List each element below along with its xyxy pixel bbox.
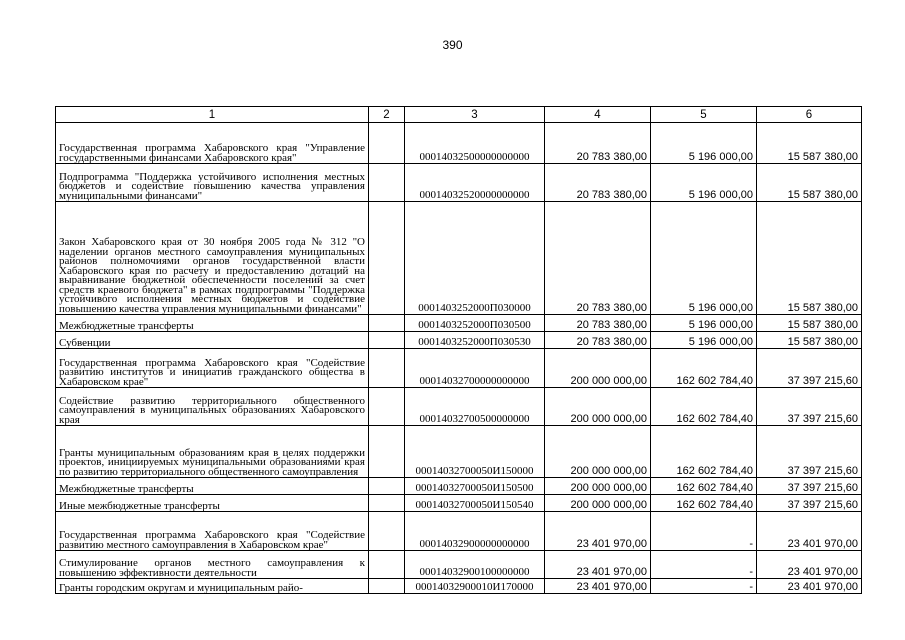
- row-csr: [369, 315, 405, 332]
- row-value-col5: 5 196 000,00: [651, 332, 757, 349]
- table-row: [56, 478, 862, 495]
- row-value-col4: 23 401 970,00: [545, 512, 651, 551]
- column-header: 3: [405, 107, 545, 123]
- row-value-col6: 37 397 215,60: [757, 349, 862, 388]
- row-code: 0001403252000П030530: [405, 332, 545, 349]
- row-value-col6: 37 397 215,60: [757, 426, 862, 478]
- row-value-col6: 15 587 380,00: [757, 202, 862, 315]
- row-code: 00014032700500000000: [405, 388, 545, 426]
- table-row: [56, 426, 862, 478]
- table-row: [56, 349, 862, 388]
- row-value-col6: 23 401 970,00: [757, 579, 862, 594]
- row-value-col4: 23 401 970,00: [545, 579, 651, 594]
- row-value-col6: 37 397 215,60: [757, 478, 862, 495]
- row-csr: [369, 332, 405, 349]
- row-value-col6: 23 401 970,00: [757, 512, 862, 551]
- row-csr: [369, 478, 405, 495]
- column-header: 2: [369, 107, 405, 123]
- page-number: 390: [442, 38, 463, 52]
- row-value-col6: 15 587 380,00: [757, 332, 862, 349]
- budget-table: [55, 106, 862, 594]
- row-csr: [369, 426, 405, 478]
- row-value-col5: 5 196 000,00: [651, 123, 757, 164]
- table-row: [56, 579, 862, 594]
- row-code: 00014032700000000000: [405, 349, 545, 388]
- column-header: 4: [545, 107, 651, 123]
- row-csr: [369, 164, 405, 202]
- table-row: [56, 512, 862, 551]
- row-name: Межбюджетные трансферты: [56, 478, 369, 495]
- row-name: Межбюджетные трансферты: [56, 315, 369, 332]
- column-header: 1: [56, 107, 369, 123]
- row-code: 00014032520000000000: [405, 164, 545, 202]
- row-value-col5: 5 196 000,00: [651, 315, 757, 332]
- row-value-col5: 162 602 784,40: [651, 388, 757, 426]
- row-csr: [369, 579, 405, 594]
- row-value-col5: 162 602 784,40: [651, 349, 757, 388]
- row-code: 0001403252000П030000: [405, 202, 545, 315]
- row-code: 00014032900100000000: [405, 551, 545, 579]
- row-csr: [369, 123, 405, 164]
- row-value-col4: 200 000 000,00: [545, 349, 651, 388]
- row-name: Содействие развитию территориального общественного самоуправления в муниципальных образованиях Хабаровского края: [56, 388, 369, 426]
- row-name: Субвенции: [56, 332, 369, 349]
- row-name: Гранты городским округам и муниципальным райо-: [56, 579, 369, 594]
- row-value-col4: 20 783 380,00: [545, 315, 651, 332]
- row-code: 00014032700050И150000: [405, 426, 545, 478]
- row-value-col4: 20 783 380,00: [545, 164, 651, 202]
- row-code: 00014032700050И150500: [405, 478, 545, 495]
- row-name: Подпрограмма "Поддержка устойчивого исполнения местных бюджетов и содействие повышению качества управления муниципальными финансами": [56, 164, 369, 202]
- row-csr: [369, 388, 405, 426]
- row-name: Стимулирование органов местного самоуправления к повышению эффективности деятельности: [56, 551, 369, 579]
- row-value-col5: -: [651, 579, 757, 594]
- column-header: 6: [757, 107, 862, 123]
- row-value-col4: 23 401 970,00: [545, 551, 651, 579]
- row-name: Иные межбюджетные трансферты: [56, 495, 369, 512]
- row-value-col4: 200 000 000,00: [545, 388, 651, 426]
- row-name: Гранты муниципальным образованиям края в целях поддержки проектов, инициируемых муниципальными образованиями края по развитию территориального общественного самоуправления: [56, 426, 369, 478]
- row-value-col4: 20 783 380,00: [545, 332, 651, 349]
- row-value-col5: 162 602 784,40: [651, 426, 757, 478]
- table-row: [56, 388, 862, 426]
- row-code: 00014032900010И170000: [405, 579, 545, 594]
- row-value-col4: 20 783 380,00: [545, 123, 651, 164]
- table-row: [56, 202, 862, 315]
- table-header-row: [56, 107, 862, 123]
- table-row: [56, 495, 862, 512]
- table-row: [56, 123, 862, 164]
- row-value-col4: 200 000 000,00: [545, 478, 651, 495]
- row-value-col6: 15 587 380,00: [757, 123, 862, 164]
- row-csr: [369, 512, 405, 551]
- column-header: 5: [651, 107, 757, 123]
- row-value-col5: -: [651, 512, 757, 551]
- row-code: 00014032700050И150540: [405, 495, 545, 512]
- row-code: 00014032900000000000: [405, 512, 545, 551]
- row-value-col6: 15 587 380,00: [757, 164, 862, 202]
- row-csr: [369, 202, 405, 315]
- row-value-col6: 37 397 215,60: [757, 388, 862, 426]
- row-value-col4: 200 000 000,00: [545, 426, 651, 478]
- row-code: 00014032500000000000: [405, 123, 545, 164]
- table-row: [56, 315, 862, 332]
- table-row: [56, 332, 862, 349]
- row-name: Государственная программа Хабаровского края "Содействие развитию местного самоуправления в Хабаровском крае": [56, 512, 369, 551]
- row-value-col4: 20 783 380,00: [545, 202, 651, 315]
- row-csr: [369, 495, 405, 512]
- row-value-col4: 200 000 000,00: [545, 495, 651, 512]
- row-value-col6: 23 401 970,00: [757, 551, 862, 579]
- row-value-col6: 37 397 215,60: [757, 495, 862, 512]
- row-csr: [369, 551, 405, 579]
- row-csr: [369, 349, 405, 388]
- row-value-col6: 15 587 380,00: [757, 315, 862, 332]
- row-name: Закон Хабаровского края от 30 ноября 2005 года № 312 "О наделении органов местного самоуправления муниципальных районов полномочиями органов государственной власти Хабаровского края по расчету и предоставлению дотаций на выравнивание бюджетной обеспеченности поселений за счет средств краевого бюджета" в рамках подпрограммы "Поддержка устойчивого исполнения местных бюджетов и содействие повышению качества управления муниципальными финансами": [56, 202, 369, 315]
- row-code: 0001403252000П030500: [405, 315, 545, 332]
- row-name: Государственная программа Хабаровского края "Содействие развитию институтов и инициатив гражданского общества в Хабаровском крае": [56, 349, 369, 388]
- row-name: Государственная программа Хабаровского края "Управление государственными финансами Хабаровского края": [56, 123, 369, 164]
- table-row: [56, 551, 862, 579]
- row-value-col5: 162 602 784,40: [651, 478, 757, 495]
- table-row: [56, 164, 862, 202]
- row-value-col5: 162 602 784,40: [651, 495, 757, 512]
- row-value-col5: 5 196 000,00: [651, 164, 757, 202]
- row-value-col5: 5 196 000,00: [651, 202, 757, 315]
- row-value-col5: -: [651, 551, 757, 579]
